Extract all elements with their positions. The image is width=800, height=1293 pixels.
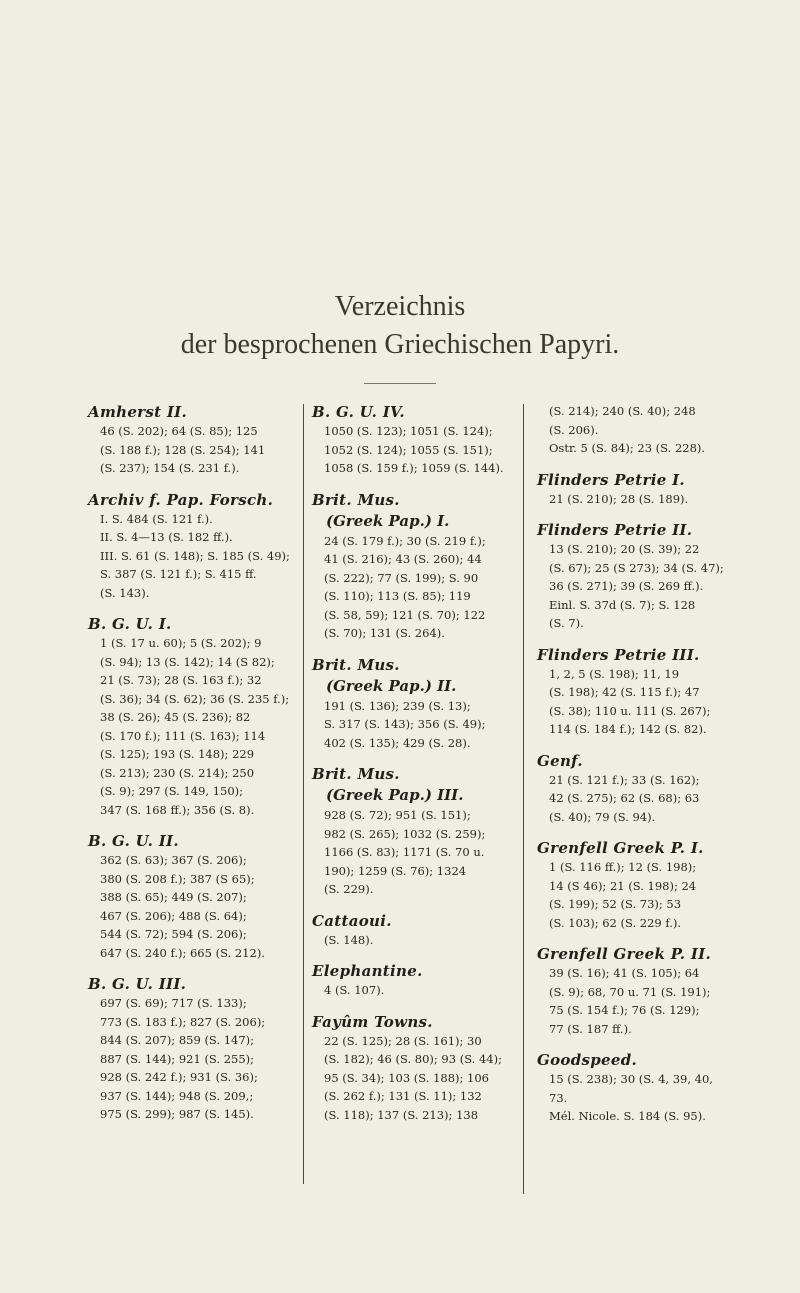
- index-entry: [537, 402, 747, 458]
- entry-references: [537, 771, 747, 827]
- reference-line: (S. 38); 110 u. 111 (S. 267);: [549, 703, 711, 718]
- reference-line: 544 (S. 72); 594 (S. 206);: [100, 927, 247, 941]
- reference-line: 467 (S. 206); 488 (S. 64);: [100, 908, 247, 923]
- index-column-1: [88, 402, 294, 1136]
- reference-line: (S. 206).: [549, 422, 599, 437]
- reference-line: (S. 148).: [324, 932, 374, 947]
- column-divider: [523, 404, 524, 1194]
- reference-line: 887 (S. 144); 921 (S. 255);: [100, 1051, 255, 1066]
- entry-references: [537, 964, 747, 1038]
- entry-heading: Flinders Petrie II.: [537, 521, 693, 539]
- index-entry: [537, 470, 747, 509]
- index-entry: [537, 944, 747, 1038]
- reference-line: (S. 237); 154 (S. 231 f.).: [100, 461, 240, 475]
- entry-heading: B. G. U. I.: [88, 615, 172, 633]
- reference-line: 14 (S 46); 21 (S. 198); 24: [549, 878, 697, 893]
- reference-line: 1058 (S. 159 f.); 1059 (S. 144).: [324, 461, 504, 475]
- reference-line: (S. 199); 52 (S. 73); 53: [549, 897, 682, 911]
- reference-line: Ostr. 5 (S. 84); 23 (S. 228).: [549, 441, 706, 455]
- index-entry: [312, 1012, 516, 1125]
- entry-heading: Brit. Mus.: [312, 655, 400, 674]
- reference-line: (S. 262 f.); 131 (S. 11); 132: [324, 1089, 482, 1103]
- entry-references: [312, 422, 516, 478]
- reference-line: I. S. 484 (S. 121 f.).: [100, 511, 213, 526]
- entry-references: [537, 490, 747, 509]
- reference-line: 38 (S. 26); 45 (S. 236); 82: [100, 710, 251, 724]
- reference-line: Mél. Nicole. S. 184 (S. 95).: [549, 1109, 706, 1123]
- reference-line: 41 (S. 216); 43 (S. 260); 44: [324, 552, 482, 566]
- entry-heading: B. G. U. II.: [88, 832, 179, 850]
- entry-heading: Flinders Petrie III.: [537, 645, 700, 664]
- entry-heading: Genf.: [537, 751, 583, 770]
- entry-heading: Grenfell Greek P. I.: [537, 839, 704, 857]
- reference-line: (S. 198); 42 (S. 115 f.); 47: [549, 685, 700, 699]
- entry-heading: Elephantine.: [312, 962, 423, 980]
- index-entry: [537, 645, 747, 739]
- reference-line: (S. 213); 230 (S. 214); 250: [100, 765, 255, 780]
- reference-line: 24 (S. 179 f.); 30 (S. 219 f.);: [324, 533, 486, 548]
- reference-line: 39 (S. 16); 41 (S. 105); 64: [549, 966, 700, 980]
- reference-line: (S. 110); 113 (S. 85); 119: [324, 589, 471, 603]
- reference-line: (S. 70); 131 (S. 264).: [324, 626, 445, 640]
- reference-line: (S. 103); 62 (S. 229 f.).: [549, 915, 682, 930]
- reference-line: 191 (S. 136); 239 (S. 13);: [324, 698, 471, 713]
- entry-references: [88, 851, 294, 962]
- index-column-2: [312, 402, 516, 1136]
- entry-references: [537, 1070, 747, 1126]
- reference-line: (S. 94); 13 (S. 142); 14 (S 82);: [100, 654, 275, 669]
- title-rule: [364, 383, 436, 384]
- entry-heading: Brit. Mus.: [312, 765, 400, 783]
- reference-line: 937 (S. 144); 948 (S. 209,;: [100, 1088, 254, 1103]
- reference-line: 46 (S. 202); 64 (S. 85); 125: [100, 424, 258, 438]
- index-entry: [312, 911, 516, 950]
- reference-line: 1, 2, 5 (S. 198); 11, 19: [549, 666, 680, 681]
- reference-line: (S. 214); 240 (S. 40); 248: [549, 404, 696, 418]
- reference-line: 4 (S. 107).: [324, 983, 385, 997]
- reference-line: (S. 143).: [100, 585, 150, 600]
- index-entry: [88, 490, 294, 603]
- entry-references: [88, 994, 294, 1124]
- reference-line: (S. 9); 297 (S. 149, 150);: [100, 784, 244, 798]
- reference-line: (S. 125); 193 (S. 148); 229: [100, 747, 255, 761]
- reference-line: 42 (S. 275); 62 (S. 68); 63: [549, 791, 700, 805]
- reference-line: (S. 118); 137 (S. 213); 138: [324, 1107, 479, 1122]
- reference-line: (S. 229).: [324, 882, 374, 896]
- entry-heading: Goodspeed.: [537, 1051, 638, 1069]
- entry-references: [312, 532, 516, 643]
- entry-references: [537, 402, 747, 458]
- entry-references: [537, 540, 747, 633]
- entry-references: [312, 697, 516, 753]
- index-entry: [312, 764, 516, 899]
- reference-line: (S. 36); 34 (S. 62); 36 (S. 235 f.);: [100, 691, 290, 706]
- entry-references: [88, 510, 294, 603]
- reference-line: 928 (S. 242 f.); 931 (S. 36);: [100, 1070, 258, 1084]
- index-entry: [88, 402, 294, 478]
- entry-heading: Fayûm Towns.: [312, 1012, 433, 1031]
- entry-references: [312, 931, 516, 950]
- entry-heading: Cattaoui.: [312, 911, 392, 930]
- entry-references: [312, 1032, 516, 1125]
- reference-line: 1166 (S. 83); 1171 (S. 70 u.: [324, 845, 485, 859]
- reference-line: 402 (S. 135); 429 (S. 28).: [324, 735, 471, 750]
- reference-line: 75 (S. 154 f.); 76 (S. 129);: [549, 1003, 700, 1017]
- reference-line: (S. 188 f.); 128 (S. 254); 141: [100, 442, 266, 457]
- reference-line: 697 (S. 69); 717 (S. 133);: [100, 996, 247, 1010]
- reference-line: 362 (S. 63); 367 (S. 206);: [100, 853, 247, 867]
- title-line-2: der besprochenen Griechischen Papyri.: [180, 329, 620, 360]
- entry-references: [537, 858, 747, 932]
- index-column-3: [537, 402, 747, 1138]
- index-entry: [312, 402, 516, 478]
- reference-line: 975 (S. 299); 987 (S. 145).: [100, 1107, 254, 1121]
- entry-references: [537, 665, 747, 739]
- reference-line: 773 (S. 183 f.); 827 (S. 206);: [100, 1014, 266, 1029]
- reference-line: Einl. S. 37d (S. 7); S. 128: [549, 597, 696, 612]
- reference-line: 844 (S. 207); 859 (S. 147);: [100, 1033, 255, 1047]
- index-entry: [88, 974, 294, 1124]
- reference-line: 1 (S. 116 ff.); 12 (S. 198);: [549, 860, 697, 874]
- reference-line: (S. 40); 79 (S. 94).: [549, 809, 656, 824]
- page-title: [0, 288, 800, 364]
- entry-heading: Flinders Petrie I.: [537, 470, 685, 489]
- reference-line: II. S. 4—13 (S. 182 ff.).: [100, 530, 233, 544]
- entry-heading: Amherst II.: [88, 403, 188, 421]
- reference-line: (S. 7).: [549, 616, 584, 630]
- title-line-1: Verzeichnis: [334, 291, 466, 322]
- index-entry: [312, 961, 516, 1000]
- reference-line: 647 (S. 240 f.); 665 (S. 212).: [100, 945, 265, 960]
- entry-heading: B. G. U. III.: [88, 975, 187, 993]
- reference-line: 95 (S. 34); 103 (S. 188); 106: [324, 1070, 489, 1085]
- reference-line: 73.: [549, 1090, 568, 1105]
- reference-line: 22 (S. 125); 28 (S. 161); 30: [324, 1033, 482, 1048]
- entry-references: [88, 634, 294, 819]
- entry-subheading: (Greek Pap.) III.: [326, 786, 464, 804]
- index-entry: [537, 838, 747, 932]
- reference-line: (S. 58, 59); 121 (S. 70); 122: [324, 607, 486, 622]
- reference-line: 928 (S. 72); 951 (S. 151);: [324, 808, 471, 822]
- reference-line: S. 387 (S. 121 f.); S. 415 ff.: [100, 567, 257, 581]
- reference-line: 1 (S. 17 u. 60); 5 (S. 202); 9: [100, 636, 262, 650]
- index-entry: [88, 614, 294, 819]
- entry-references: [312, 981, 516, 1000]
- reference-line: (S. 67); 25 (S 273); 34 (S. 47);: [549, 560, 724, 575]
- entry-heading: Archiv f. Pap. Forsch.: [88, 490, 274, 509]
- reference-line: 21 (S. 121 f.); 33 (S. 162);: [549, 772, 700, 787]
- reference-line: 21 (S. 73); 28 (S. 163 f.); 32: [100, 673, 262, 687]
- column-divider: [303, 404, 304, 1184]
- reference-line: (S. 182); 46 (S. 80); 93 (S. 44);: [324, 1052, 502, 1066]
- reference-line: 388 (S. 65); 449 (S. 207);: [100, 890, 247, 904]
- reference-line: 15 (S. 238); 30 (S. 4, 39, 40,: [549, 1072, 713, 1086]
- entry-heading: B. G. U. IV.: [312, 403, 405, 421]
- index-entry: [537, 751, 747, 827]
- reference-line: 190); 1259 (S. 76); 1324: [324, 863, 467, 878]
- reference-line: (S. 170 f.); 111 (S. 163); 114: [100, 728, 266, 743]
- reference-line: 114 (S. 184 f.); 142 (S. 82).: [549, 722, 707, 736]
- entry-subheading: (Greek Pap.) II.: [326, 676, 457, 695]
- reference-line: 13 (S. 210); 20 (S. 39); 22: [549, 542, 700, 556]
- index-entry: [537, 1050, 747, 1126]
- index-entry: [537, 520, 747, 633]
- reference-line: 1050 (S. 123); 1051 (S. 124);: [324, 424, 493, 438]
- entry-heading: Brit. Mus.: [312, 490, 400, 509]
- reference-line: III. S. 61 (S. 148); S. 185 (S. 49);: [100, 548, 290, 563]
- reference-line: S. 317 (S. 143); 356 (S. 49);: [324, 717, 486, 731]
- reference-line: 380 (S. 208 f.); 387 (S 65);: [100, 871, 255, 886]
- entry-heading: Grenfell Greek P. II.: [537, 945, 711, 963]
- reference-line: 1052 (S. 124); 1055 (S. 151);: [324, 442, 493, 457]
- reference-line: 982 (S. 265); 1032 (S. 259);: [324, 826, 486, 841]
- entry-references: [312, 806, 516, 899]
- reference-line: 21 (S. 210); 28 (S. 189).: [549, 491, 689, 506]
- reference-line: 77 (S. 187 ff.).: [549, 1021, 632, 1036]
- reference-line: 36 (S. 271); 39 (S. 269 ff.).: [549, 579, 704, 593]
- reference-line: (S. 222); 77 (S. 199); S. 90: [324, 570, 479, 585]
- index-entry: [312, 490, 516, 643]
- reference-line: 347 (S. 168 ff.); 356 (S. 8).: [100, 802, 255, 817]
- index-entry: [312, 655, 516, 753]
- reference-line: (S. 9); 68, 70 u. 71 (S. 191);: [549, 984, 711, 999]
- index-entry: [88, 831, 294, 962]
- entry-subheading: (Greek Pap.) I.: [326, 511, 450, 530]
- entry-references: [88, 422, 294, 478]
